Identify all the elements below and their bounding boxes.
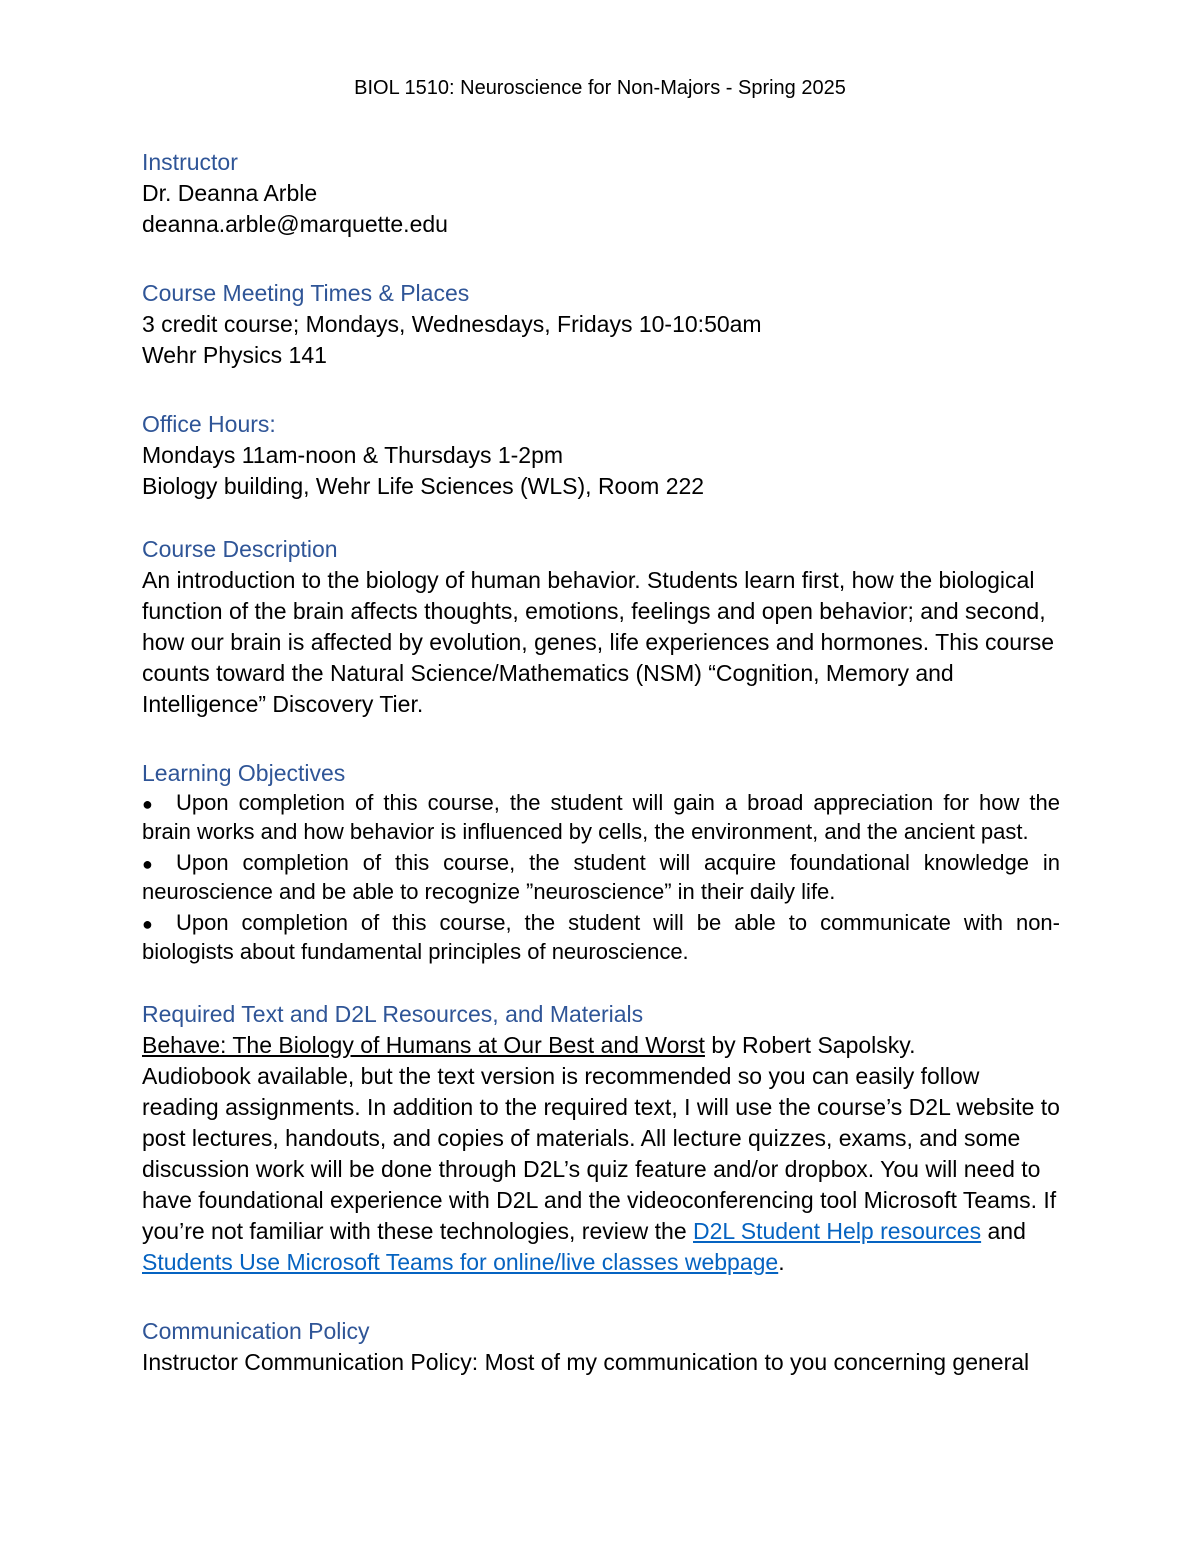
office-hours-times: Mondays 11am-noon & Thursdays 1-2pm <box>142 442 564 468</box>
page-header: BIOL 1510: Neuroscience for Non-Majors - Spring 2025 <box>354 77 846 99</box>
objective-text: Upon completion of this course, the student will gain a broad appreciation for how the brain works and how behavior is influenced by cells, the environment, and the ancient past. <box>142 790 1060 844</box>
office-hours-section <box>142 408 1060 502</box>
office-hours-heading: Office Hours: <box>142 411 276 437</box>
materials-text <box>142 1061 1060 1278</box>
instructor-heading: Instructor <box>142 149 238 175</box>
meeting-schedule: 3 credit course; Mondays, Wednesdays, Fridays 10-10:50am <box>142 311 762 337</box>
objective-item <box>142 789 1060 845</box>
objectives-list <box>142 789 1060 965</box>
d2l-help-link[interactable]: D2L Student Help resources <box>693 1218 982 1244</box>
description-text: An introduction to the biology of human behavior. Students learn first, how the biological function of the brain affects thoughts, emotions, feelings and open behavior; and second, how our brain is affected by evolution, genes, life experiences and hormones. This course counts toward the Natural Science/Mathematics (NSM) “Cognition, Memory and Intelligence” Discovery Tier. <box>142 567 1055 717</box>
instructor-name: Dr. Deanna Arble <box>142 180 318 206</box>
objective-text: Upon completion of this course, the student will acquire foundational knowledge in neuroscience and be able to recognize ”neuroscience” in their daily life. <box>142 850 1060 904</box>
end-text: . <box>778 1249 785 1275</box>
objectives-heading: Learning Objectives <box>142 760 346 786</box>
book-author: by Robert Sapolsky. <box>704 1032 916 1058</box>
objectives-section <box>142 757 1060 965</box>
meeting-location: Wehr Physics 141 <box>142 342 327 368</box>
materials-section <box>142 998 1060 1278</box>
description-section <box>142 533 1060 720</box>
objective-text: Upon completion of this course, the student will be able to communicate with non-biologists about fundamental principles of neuroscience. <box>142 910 1060 964</box>
instructor-section <box>142 146 1060 240</box>
syllabus-content <box>142 146 1060 1378</box>
materials-body: Audiobook available, but the text version is recommended so you can easily follow reading assignments. In addition to the required text, I will use the course’s D2L website to post lectures, handouts, and copies of materials. All lecture quizzes, exams, and some discussion work will be done through D2L’s quiz feature and/or dropbox. You will need to have foundational experience with D2L and the videoconferencing tool Microsoft Teams. If you’re not familiar with these technologies, review the <box>142 1063 1060 1244</box>
teams-link[interactable]: Students Use Microsoft Teams for online/live classes webpage <box>142 1249 779 1275</box>
instructor-email: deanna.arble@marquette.edu <box>142 211 448 237</box>
office-hours-location: Biology building, Wehr Life Sciences (WLS), Room 222 <box>142 473 705 499</box>
description-heading: Course Description <box>142 536 338 562</box>
book-title: Behave: The Biology of Humans at Our Best and Worst <box>142 1032 705 1058</box>
materials-heading: Required Text and D2L Resources, and Materials <box>142 1001 644 1027</box>
bullet-icon: ● <box>142 794 153 814</box>
meeting-section <box>142 277 1060 371</box>
objective-item <box>142 909 1060 965</box>
required-book <box>142 1030 1060 1061</box>
objective-item <box>142 849 1060 905</box>
meeting-heading: Course Meeting Times & Places <box>142 280 470 306</box>
communication-section <box>142 1315 1060 1378</box>
bullet-icon: ● <box>142 914 153 934</box>
and-text: and <box>981 1218 1026 1244</box>
communication-text: Instructor Communication Policy: Most of my communication to you concerning general <box>142 1349 1030 1375</box>
bullet-icon: ● <box>142 854 153 874</box>
communication-heading: Communication Policy <box>142 1318 370 1344</box>
